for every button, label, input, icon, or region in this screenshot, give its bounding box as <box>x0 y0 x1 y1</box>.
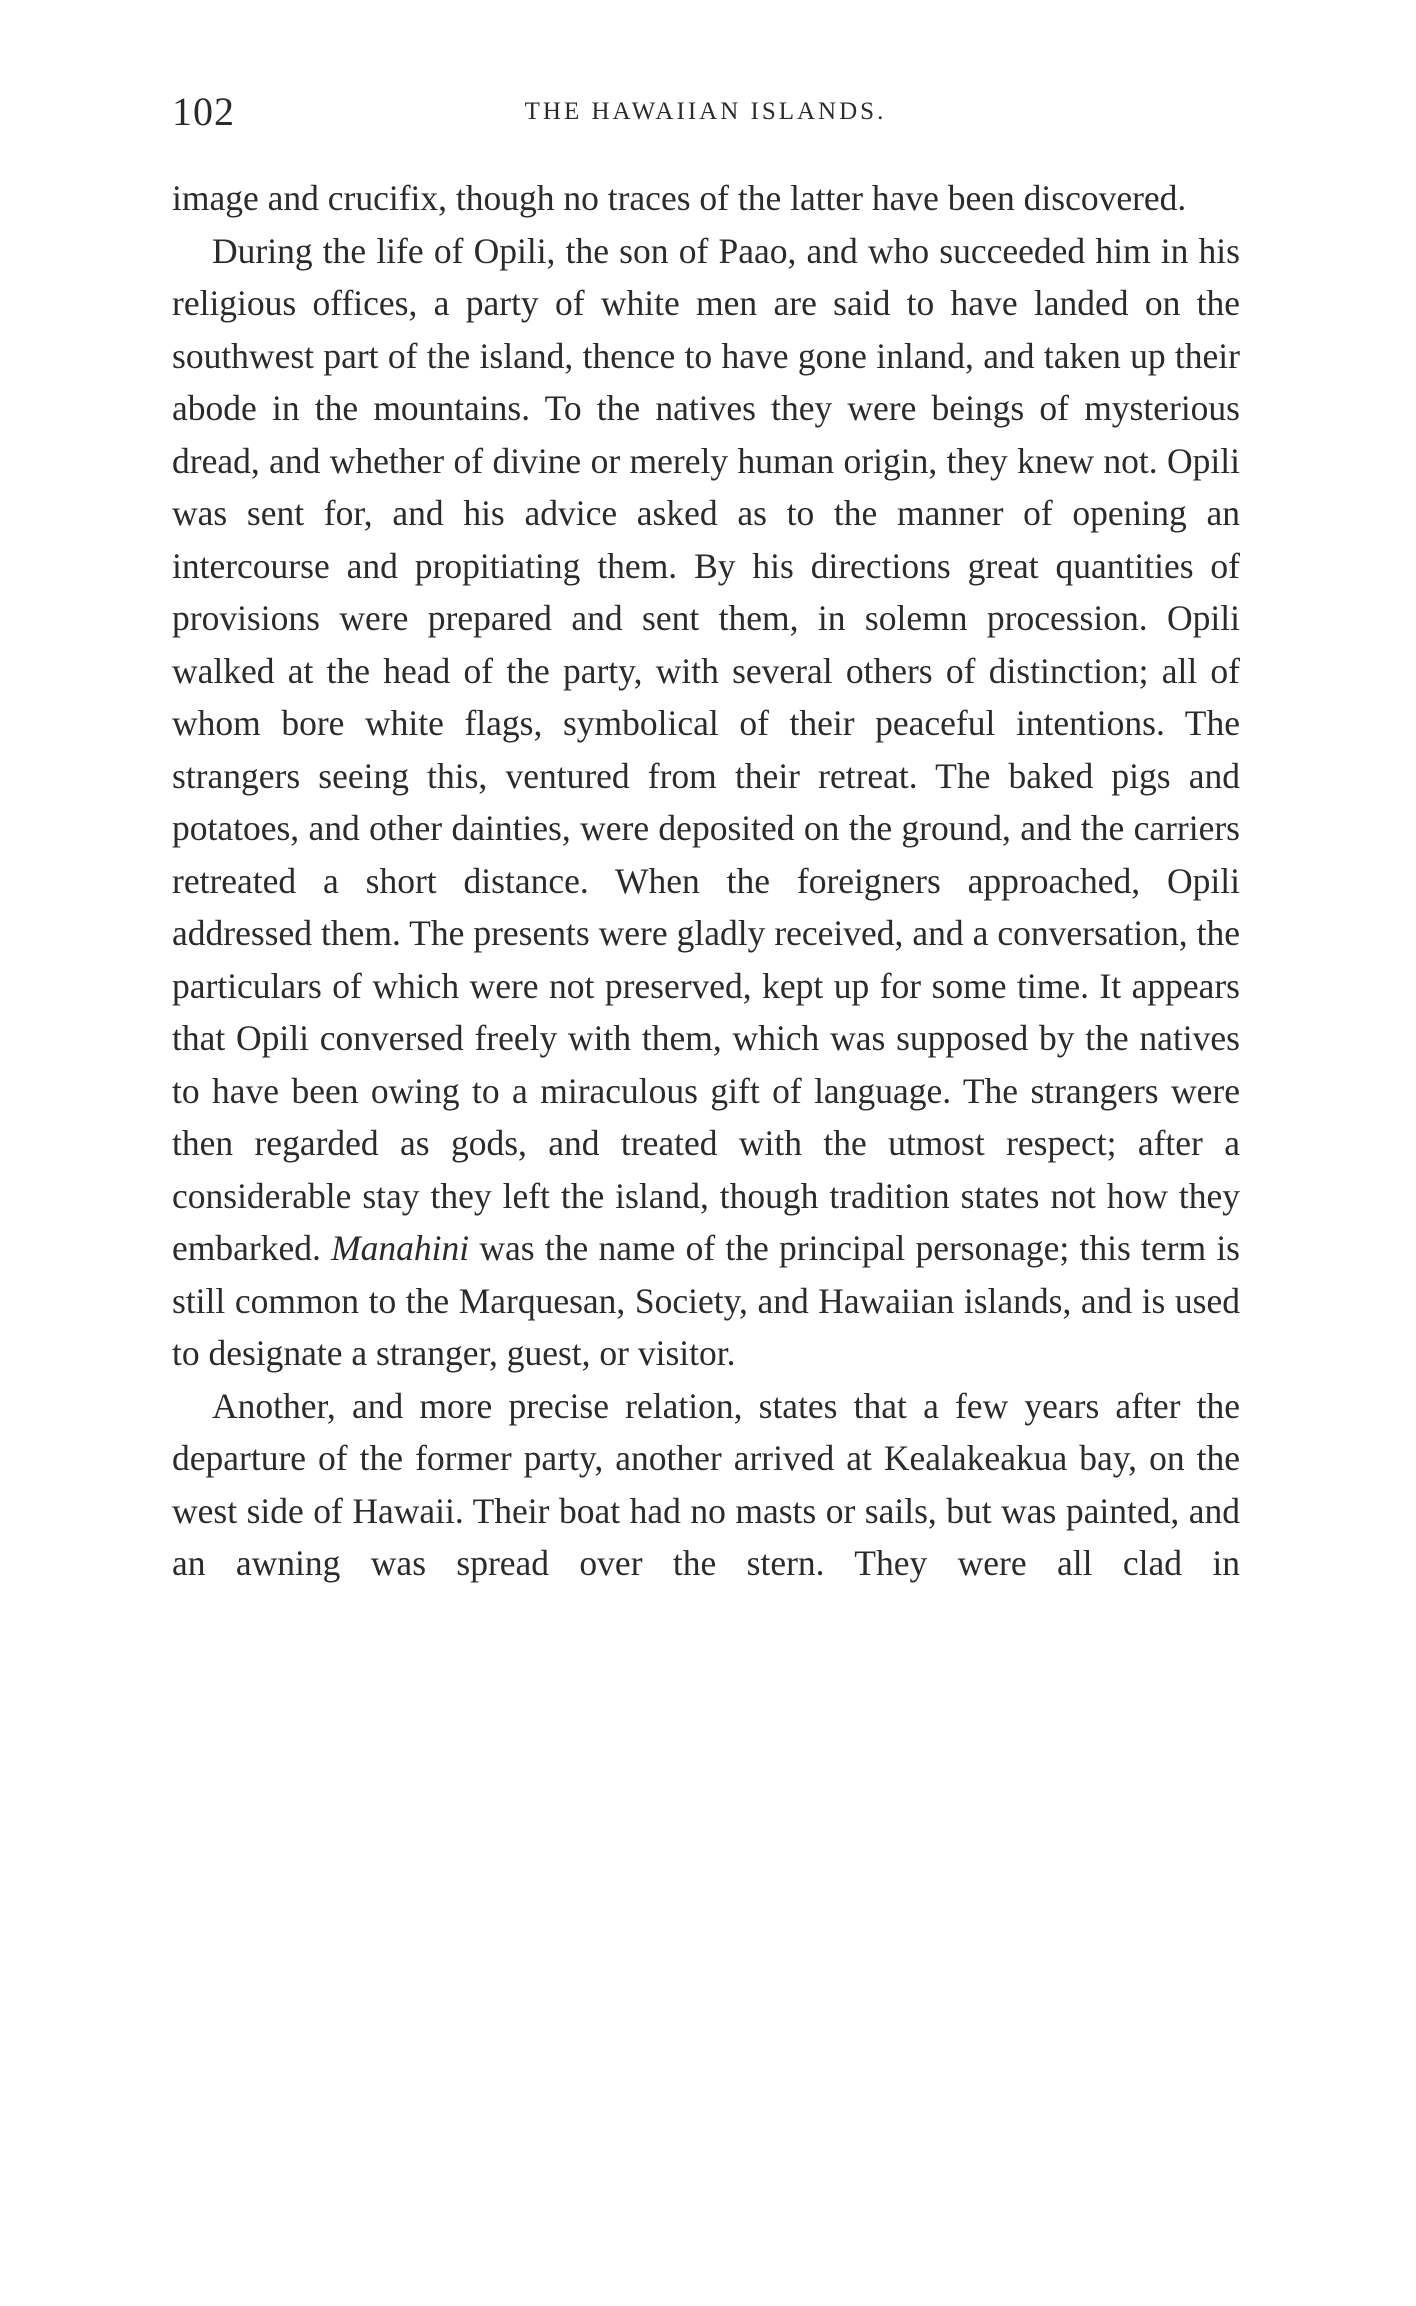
paragraph-2 <box>172 225 1240 1380</box>
paragraph-text-after: was the name of the principal personage; this term is still common to the Marquesan, Society, and Hawaiian islands, and is used to designate a stranger, guest, or visitor. <box>172 1228 1240 1373</box>
paragraph-text: image and crucifix, though no traces of the latter have been discovered. <box>172 178 1187 218</box>
body-text <box>172 172 1240 1590</box>
paragraph-text: Another, and more precise relation, states that a few years after the departure of the former party, another arrived at Kealakeakua bay, on the west side of Hawaii. Their boat had no masts or sails, but was painted, and an awning was spread over the stern. They were all clad in <box>172 1385 1240 1583</box>
running-head: THE HAWAIIAN ISLANDS. <box>524 98 887 125</box>
paragraph-text: During the life of Opili, the son of Paao, and who succeeded him in his religious offices, a party of white men are said to have landed on the southwest part of the island, thence to have gone inland, and taken up their abode in the mountains. To the natives they were beings of mysterious dread, and whether of divine or merely human origin, they knew not. Opili was sent for, and his advice asked as to the manner of opening an intercourse and propitiating them. By his directions great quantities of provisions were prepared and sent them, in solemn procession. Opili walked at the head of the party, with several others of distinction; all of whom bore white flags, symbolical of their peaceful intentions. The strangers seeing this, ventured from their retreat. The baked pigs and potatoes, and other dainties, were deposited on the ground, and the carriers retreated a short distance. When the foreigners approached, Opili addressed them. The presents were gladly received, and a conversation, the particulars of which were not preserved, kept up for some time. It appears that Opili conversed freely with them, which was supposed by the natives to have been owing to a miraculous gift of language. The strangers were then regarded as gods, and treated with the utmost respect; after a considerable stay they left the island, though tradition states not how they embarked. <box>172 230 1240 1268</box>
italic-term: Manahini <box>331 1228 470 1268</box>
paragraph-1 <box>172 172 1240 225</box>
paragraph-3 <box>172 1380 1240 1590</box>
page-number: 102 <box>172 89 235 134</box>
page-header <box>172 88 1239 148</box>
